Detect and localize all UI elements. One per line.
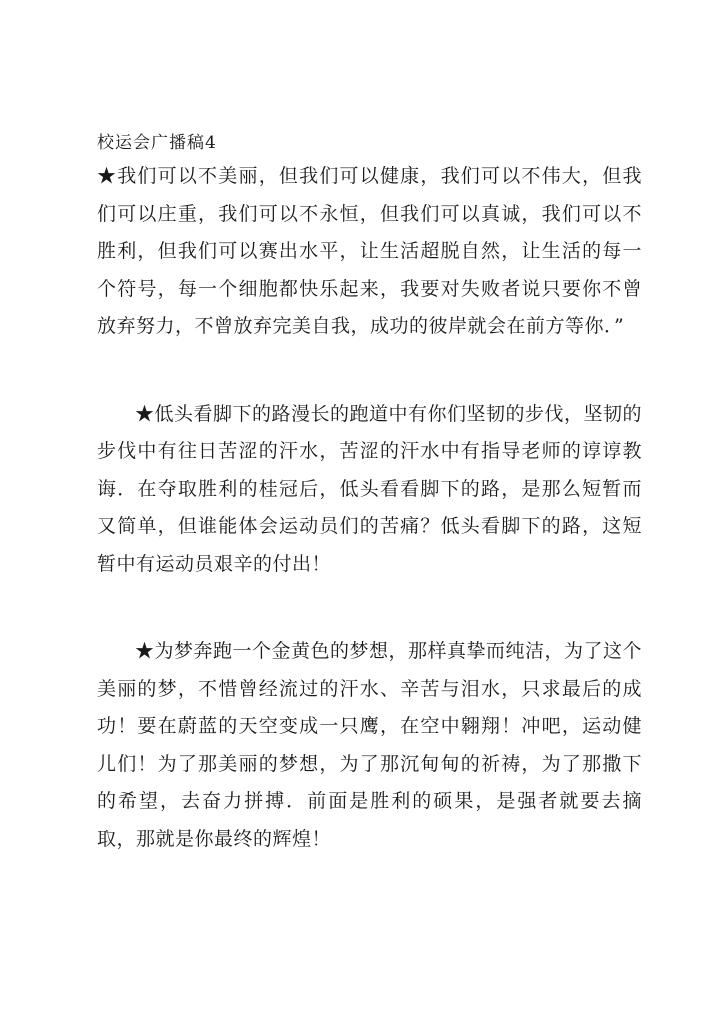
paragraph-2: ★低头看脚下的路漫长的跑道中有你们坚韧的步伐，坚韧的步伐中有往日苦涩的汗水，苦涩的汗水中有指导老师的谆谆教诲．在夺取胜利的桂冠后，低头看看脚下的路，是那么短暂而又简单，但谁能体会运动员们的苦痛？低头看脚下的路，这短暂中有运动员艰辛的付出！ (97, 402, 643, 575)
paragraph-1: ★我们可以不美丽，但我们可以健康，我们可以不伟大，但我们可以庄重，我们可以不永恒，但我们可以真诚，我们可以不胜利，但我们可以赛出水平，让生活超脱自然，让生活的每一个符号，每一个细胞都快乐起来，我要对失败者说只要你不曾放弃努力，不曾放弃完美自我，成功的彼岸就会在前方等你．” (97, 165, 642, 337)
document-body (97, 128, 642, 858)
paragraph-3: ★为梦奔跑一个金黄色的梦想，那样真挚而纯洁，为了这个美丽的梦，不惜曾经流过的汗水、辛苦与泪水，只求最后的成功！要在蔚蓝的天空变成一只鹰，在空中翱翔！冲吧，运动健儿们！为了那美丽的梦想，为了那沉甸甸的祈祷，为了那撒下的希望，去奋力拼搏．前面是胜利的硕果，是强者就要去摘取，那就是你最终的辉煌！ (97, 640, 643, 850)
document-title: 校运会广播稿4 (97, 133, 217, 153)
